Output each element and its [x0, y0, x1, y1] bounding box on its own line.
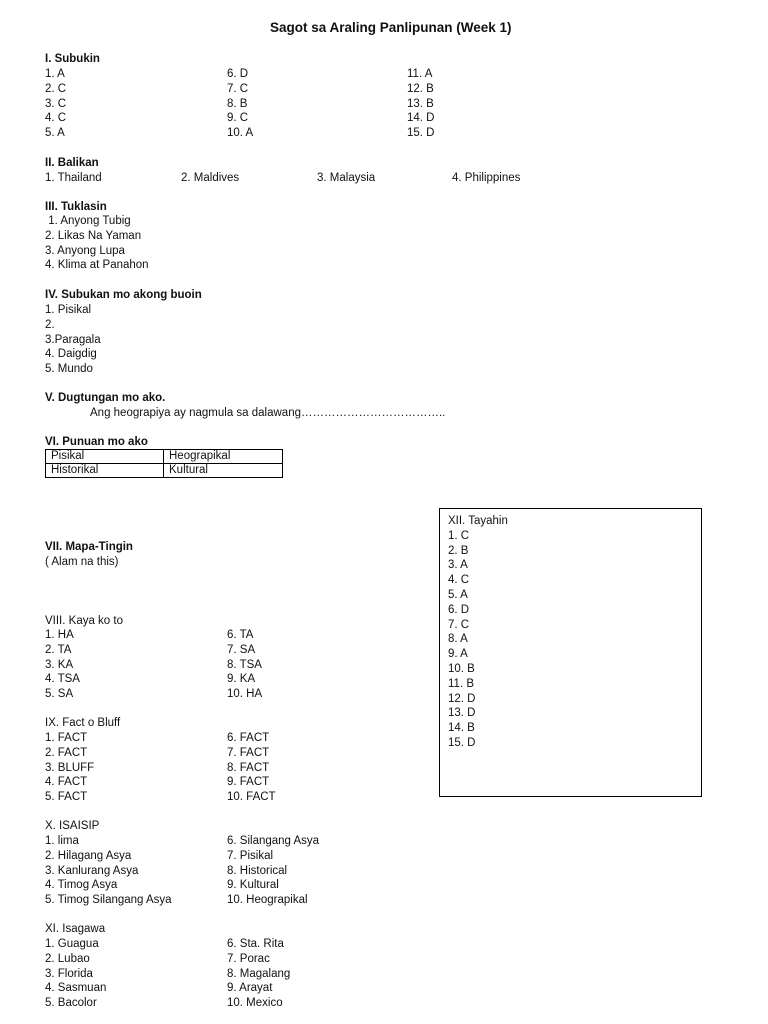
- answer-item: 10. Mexico: [227, 997, 283, 1010]
- answer-item: 3.Paragala: [45, 333, 101, 346]
- answer-item: 1. HA: [45, 629, 74, 641]
- answer-item: 9. C: [227, 112, 249, 125]
- answer-item: 6. Sta. Rita: [227, 938, 284, 950]
- answer-item: 2. FACT: [45, 746, 88, 759]
- section-heading-balikan: II. Balikan: [45, 157, 99, 169]
- answer-item: 13. D: [448, 707, 476, 720]
- answer-item: 2. TA: [45, 643, 72, 656]
- table-cell: Heograpikal: [164, 450, 283, 464]
- answer-item: 10. FACT: [227, 791, 276, 804]
- subukin-column-2: [227, 67, 253, 141]
- answer-item: 8. A: [448, 633, 468, 646]
- answer-item: 1. A: [45, 68, 65, 80]
- answer-item: 15. D: [448, 736, 476, 749]
- punuan-table: [45, 449, 283, 478]
- kaya-column-1: [45, 628, 80, 702]
- section-heading-dugtungan: V. Dugtungan mo ako.: [45, 392, 166, 404]
- answer-item: 5. A: [45, 127, 65, 140]
- section-heading-tuklasin: III. Tuklasin: [45, 201, 107, 213]
- answer-item: 14. B: [448, 722, 475, 735]
- isagawa-column-1: [45, 937, 106, 1011]
- answer-item: 8. Magalang: [227, 967, 291, 980]
- answer-item: 11. A: [407, 68, 433, 80]
- section-heading-fact-o-bluff: IX. Fact o Bluff: [45, 717, 121, 729]
- subukan-list: [45, 303, 101, 377]
- answer-item: 3. KA: [45, 658, 74, 671]
- fact-column-1: [45, 731, 94, 805]
- answer-item: 2. B: [448, 544, 469, 557]
- section-heading-subukan: IV. Subukan mo akong buoin: [45, 289, 202, 301]
- subukin-column-1: [45, 67, 66, 141]
- answer-item: 9. Kultural: [227, 879, 279, 892]
- subukin-column-3: [407, 67, 435, 141]
- answer-item: 8. Historical: [227, 864, 288, 877]
- answer-item: 12. B: [407, 82, 434, 95]
- section-heading-tayahin: XII. Tayahin: [448, 515, 508, 527]
- tayahin-box: [439, 508, 702, 797]
- answer-item: 4. Klima at Panahon: [45, 259, 149, 272]
- tuklasin-list: [45, 214, 149, 273]
- answer-item: 1. Guagua: [45, 938, 99, 950]
- answer-item: 1. Pisikal: [45, 304, 92, 316]
- section-heading-mapa-tingin: VII. Mapa-Tingin: [45, 541, 133, 553]
- answer-item: 10. HA: [227, 688, 263, 701]
- answer-item: 6. TA: [227, 629, 254, 641]
- section-heading-subukin: I. Subukin: [45, 53, 100, 65]
- answer-item: 7. Porac: [227, 952, 270, 965]
- answer-item: 3. BLUFF: [45, 761, 95, 774]
- answer-item: 1. C: [448, 529, 470, 542]
- answer-item: 2. Lubao: [45, 952, 90, 965]
- answer-item: 1. Anyong Tubig: [45, 215, 131, 227]
- table-row: [46, 464, 283, 478]
- answer-item: 7. FACT: [227, 746, 270, 759]
- section-heading-punuan: VI. Punuan mo ako: [45, 436, 148, 448]
- answer-item: 4. C: [448, 574, 470, 587]
- section-heading-isaisip: X. ISAISIP: [45, 820, 100, 832]
- answer-item: 4. C: [45, 112, 67, 125]
- table-cell: Pisikal: [46, 450, 164, 464]
- answer-item: 5. FACT: [45, 791, 88, 804]
- answer-item: 4. FACT: [45, 776, 88, 789]
- answer-item: 6. D: [227, 68, 249, 80]
- answer-item: 1. FACT: [45, 732, 88, 744]
- answer-item: 6. Silangang Asya: [227, 835, 320, 847]
- answer-item: 13. B: [407, 97, 434, 110]
- answer-item: 11. B: [448, 677, 474, 690]
- answer-item: 4. Daigdig: [45, 348, 97, 361]
- answer-item: 5. Bacolor: [45, 997, 97, 1010]
- answer-item: 6. FACT: [227, 732, 270, 744]
- isaisip-column-1: [45, 834, 172, 908]
- answer-item: 2. Hilagang Asya: [45, 849, 132, 862]
- answer-item: 5. SA: [45, 688, 74, 701]
- tayahin-list: [448, 514, 508, 751]
- answer-item: 5. Timog Silangang Asya: [45, 894, 172, 907]
- balikan-item: 1. Thailand: [45, 172, 102, 184]
- isaisip-column-2: [227, 834, 319, 908]
- answer-item: 8. B: [227, 97, 248, 110]
- answer-item: 2. C: [45, 82, 67, 95]
- table-cell: Kultural: [164, 464, 283, 478]
- balikan-item: 3. Malaysia: [317, 172, 376, 184]
- section-heading-kaya-ko-to: VIII. Kaya ko to: [45, 615, 123, 627]
- answer-item: 8. TSA: [227, 658, 262, 671]
- answer-item: 9. Arayat: [227, 982, 273, 995]
- answer-item: 9. FACT: [227, 776, 270, 789]
- answer-item: 1. lima: [45, 835, 79, 847]
- fact-column-2: [227, 731, 276, 805]
- kaya-column-2: [227, 628, 262, 702]
- answer-item: 5. Mundo: [45, 363, 93, 376]
- answer-item: 3. Anyong Lupa: [45, 244, 125, 257]
- answer-item: 2. Likas Na Yaman: [45, 229, 142, 242]
- table-row: [46, 450, 283, 464]
- answer-item: 15. D: [407, 127, 435, 140]
- answer-item: 9. A: [448, 648, 468, 661]
- answer-item: 7. C: [448, 618, 470, 631]
- answer-item: 10. Heograpikal: [227, 894, 308, 907]
- dugtungan-sentence: Ang heograpiya ay nagmula sa dalawang………………………………..: [90, 407, 446, 419]
- isagawa-column-2: [227, 937, 290, 1011]
- answer-item: 3. Florida: [45, 967, 93, 980]
- answer-item: 4. Timog Asya: [45, 879, 118, 892]
- answer-item: 12. D: [448, 692, 476, 705]
- answer-item: 5. A: [448, 588, 468, 601]
- answer-item: 4. Sasmuan: [45, 982, 107, 995]
- answer-item: 9. KA: [227, 673, 256, 686]
- answer-item: 2.: [45, 318, 55, 331]
- section-heading-isagawa: XI. Isagawa: [45, 923, 106, 935]
- answer-item: 7. Pisikal: [227, 849, 274, 862]
- page-title: Sagot sa Araling Panlipunan (Week 1): [270, 20, 512, 35]
- answer-item: 7. SA: [227, 643, 256, 656]
- answer-item: 7. C: [227, 82, 249, 95]
- answer-item: 10. B: [448, 662, 475, 675]
- answer-item: 6. D: [448, 603, 470, 616]
- answer-item: 10. A: [227, 127, 254, 140]
- table-cell: Historikal: [46, 464, 164, 478]
- answer-item: 3. A: [448, 559, 468, 572]
- answer-item: 3. Kanlurang Asya: [45, 864, 139, 877]
- answer-item: 3. C: [45, 97, 67, 110]
- balikan-item: 2. Maldives: [181, 172, 240, 184]
- answer-item: 4. TSA: [45, 673, 80, 686]
- mapa-tingin-note: ( Alam na this): [45, 556, 119, 568]
- balikan-item: 4. Philippines: [452, 172, 521, 184]
- answer-item: 8. FACT: [227, 761, 270, 774]
- answer-item: 14. D: [407, 112, 435, 125]
